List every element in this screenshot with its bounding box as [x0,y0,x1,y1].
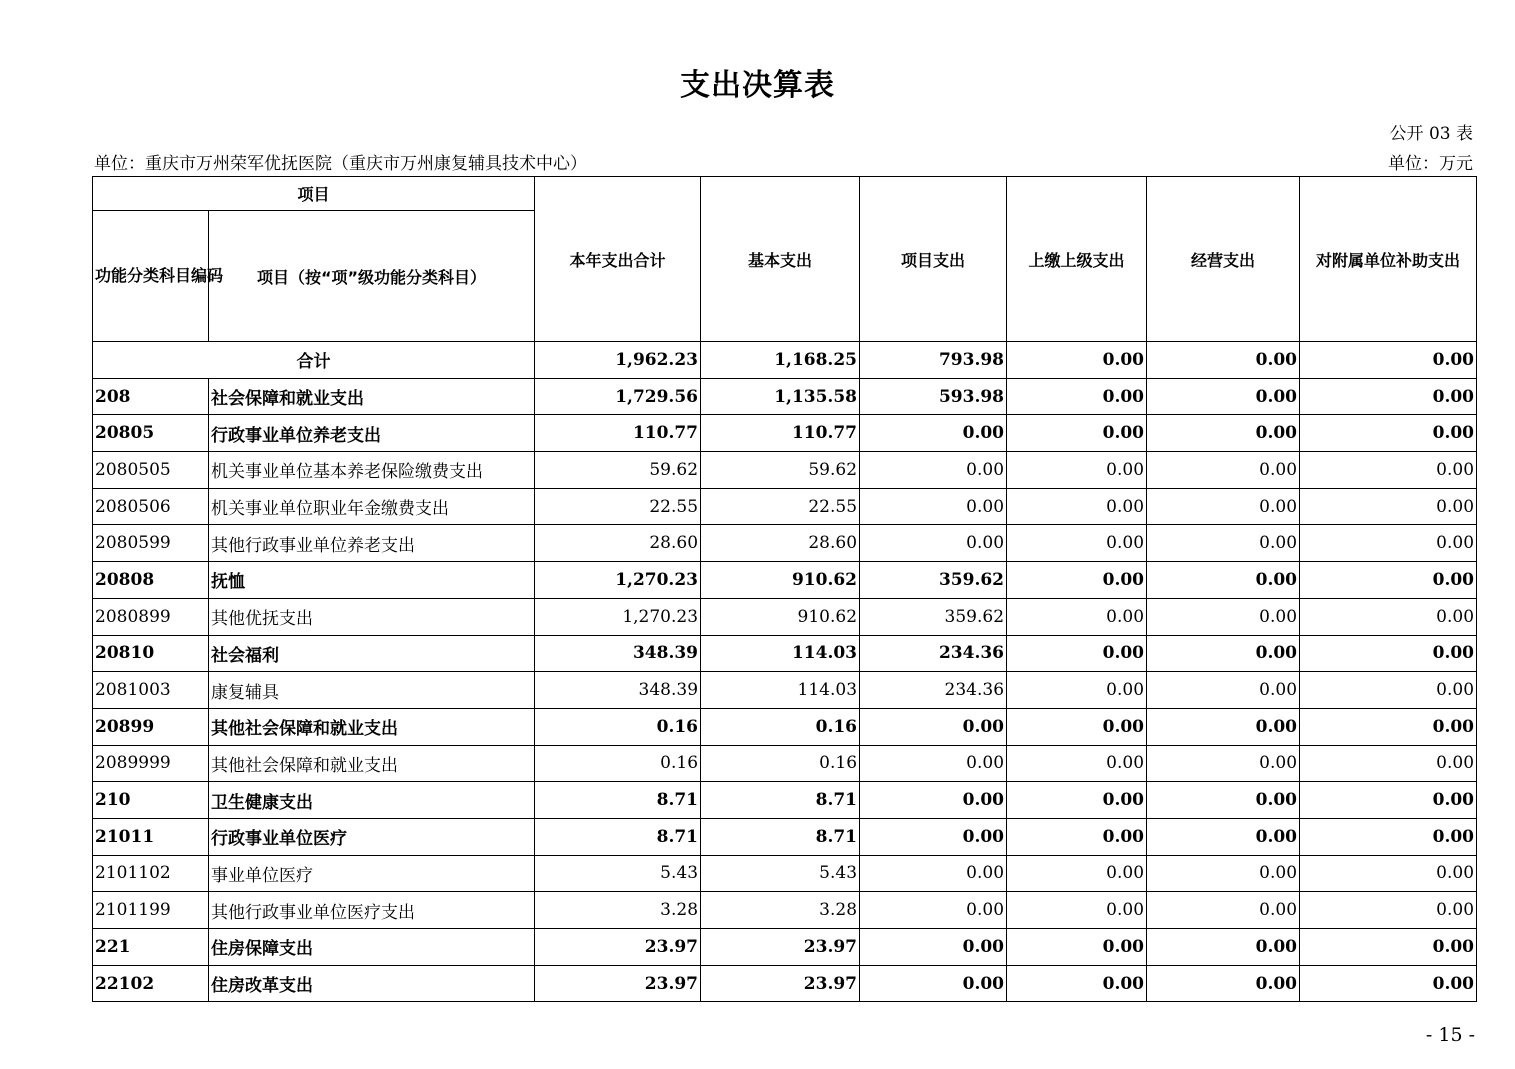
table-row [93,635,1477,672]
total-value: 0.00 [1147,342,1300,379]
form-number: 公开 03 表 [1389,124,1473,144]
amount-cell: 0.00 [1300,782,1477,819]
currency-unit: 单位：万元 [1388,154,1473,174]
table-row [93,929,1477,966]
amount-cell: 0.00 [860,525,1007,562]
amount-cell: 0.00 [860,415,1007,452]
amount-cell: 0.00 [1147,562,1300,599]
amount-cell: 0.00 [1147,598,1300,635]
function-code: 2080505 [93,452,209,489]
header-code: 功能分类科目编码 [93,211,209,342]
amount-cell: 0.00 [860,818,1007,855]
table-row [93,378,1477,415]
amount-cell: 0.00 [1147,635,1300,672]
amount-cell: 8.71 [701,782,860,819]
amount-cell: 0.00 [1007,782,1147,819]
item-name: 住房改革支出 [209,965,535,1002]
table-row [93,708,1477,745]
table-row [93,782,1477,819]
amount-cell: 28.60 [701,525,860,562]
expenditure-table [92,176,1477,1002]
function-code: 2101102 [93,855,209,892]
amount-cell: 0.00 [860,892,1007,929]
header-superior: 上缴上级支出 [1007,177,1147,342]
amount-cell: 0.00 [1300,965,1477,1002]
table-row [93,525,1477,562]
amount-cell: 0.00 [1147,855,1300,892]
amount-cell: 0.00 [1300,708,1477,745]
amount-cell: 0.00 [1007,635,1147,672]
amount-cell: 3.28 [535,892,701,929]
function-code: 2080506 [93,488,209,525]
table-row [93,818,1477,855]
amount-cell: 0.00 [1147,965,1300,1002]
item-name: 抚恤 [209,562,535,599]
total-value: 0.00 [1007,342,1147,379]
amount-cell: 110.77 [535,415,701,452]
table-row [93,562,1477,599]
amount-cell: 0.00 [1300,415,1477,452]
amount-cell: 0.00 [860,745,1007,782]
function-code: 2089999 [93,745,209,782]
item-name: 行政事业单位医疗 [209,818,535,855]
function-code: 2080599 [93,525,209,562]
amount-cell: 114.03 [701,635,860,672]
header-name: 项目（按“项”级功能分类科目） [209,211,535,342]
amount-cell: 0.00 [1147,378,1300,415]
total-value: 1,962.23 [535,342,701,379]
function-code: 20808 [93,562,209,599]
table-row [93,892,1477,929]
amount-cell: 5.43 [535,855,701,892]
function-code: 2101199 [93,892,209,929]
table-row [93,965,1477,1002]
amount-cell: 0.00 [1300,525,1477,562]
amount-cell: 1,729.56 [535,378,701,415]
header-basic: 基本支出 [701,177,860,342]
amount-cell: 0.00 [1147,452,1300,489]
total-row [93,342,1477,379]
amount-cell: 0.00 [1300,598,1477,635]
page-title: 支出决算表 [680,68,835,103]
total-value: 1,168.25 [701,342,860,379]
amount-cell: 0.00 [1007,378,1147,415]
amount-cell: 593.98 [860,378,1007,415]
item-name: 机关事业单位基本养老保险缴费支出 [209,452,535,489]
item-name: 其他社会保障和就业支出 [209,708,535,745]
amount-cell: 0.00 [1147,892,1300,929]
amount-cell: 0.00 [1007,452,1147,489]
amount-cell: 910.62 [701,598,860,635]
amount-cell: 0.00 [1007,415,1147,452]
amount-cell: 0.00 [1007,525,1147,562]
amount-cell: 0.00 [860,965,1007,1002]
amount-cell: 0.00 [1147,745,1300,782]
amount-cell: 0.00 [1147,782,1300,819]
amount-cell: 0.00 [1300,672,1477,709]
amount-cell: 0.00 [1007,965,1147,1002]
item-name: 社会保障和就业支出 [209,378,535,415]
amount-cell: 22.55 [535,488,701,525]
amount-cell: 234.36 [860,635,1007,672]
table-row [93,598,1477,635]
amount-cell: 348.39 [535,672,701,709]
amount-cell: 910.62 [701,562,860,599]
amount-cell: 0.00 [860,929,1007,966]
amount-cell: 0.00 [1300,818,1477,855]
amount-cell: 0.00 [1007,855,1147,892]
function-code: 21011 [93,818,209,855]
amount-cell: 28.60 [535,525,701,562]
amount-cell: 59.62 [535,452,701,489]
function-code: 208 [93,378,209,415]
amount-cell: 8.71 [535,818,701,855]
amount-cell: 114.03 [701,672,860,709]
header-business: 经营支出 [1147,177,1300,342]
amount-cell: 0.00 [1147,488,1300,525]
page-number: - 15 - [1425,1024,1475,1046]
amount-cell: 110.77 [701,415,860,452]
amount-cell: 0.16 [701,708,860,745]
amount-cell: 0.00 [1147,929,1300,966]
table-row [93,745,1477,782]
amount-cell: 23.97 [701,965,860,1002]
function-code: 20899 [93,708,209,745]
header-project: 项目支出 [860,177,1007,342]
total-label: 合计 [93,342,535,379]
amount-cell: 59.62 [701,452,860,489]
amount-cell: 0.00 [1147,525,1300,562]
amount-cell: 0.00 [1007,672,1147,709]
total-value: 793.98 [860,342,1007,379]
table-row [93,452,1477,489]
amount-cell: 23.97 [535,929,701,966]
amount-cell: 8.71 [535,782,701,819]
item-name: 住房保障支出 [209,929,535,966]
item-name: 卫生健康支出 [209,782,535,819]
organization-unit: 单位：重庆市万州荣军优抚医院（重庆市万州康复辅具技术中心） [94,154,587,174]
function-code: 22102 [93,965,209,1002]
total-value: 0.00 [1300,342,1477,379]
table-row [93,415,1477,452]
amount-cell: 1,270.23 [535,598,701,635]
amount-cell: 0.00 [1300,488,1477,525]
function-code: 210 [93,782,209,819]
amount-cell: 5.43 [701,855,860,892]
function-code: 20810 [93,635,209,672]
amount-cell: 0.00 [1147,708,1300,745]
header-total: 本年支出合计 [535,177,701,342]
amount-cell: 0.00 [860,488,1007,525]
amount-cell: 0.00 [1007,745,1147,782]
amount-cell: 22.55 [701,488,860,525]
amount-cell: 0.00 [1147,672,1300,709]
amount-cell: 0.00 [1147,818,1300,855]
amount-cell: 3.28 [701,892,860,929]
amount-cell: 0.00 [860,452,1007,489]
amount-cell: 0.00 [1300,378,1477,415]
amount-cell: 1,135.58 [701,378,860,415]
amount-cell: 0.00 [1300,562,1477,599]
amount-cell: 0.00 [1147,415,1300,452]
amount-cell: 1,270.23 [535,562,701,599]
amount-cell: 23.97 [701,929,860,966]
amount-cell: 0.00 [1007,929,1147,966]
amount-cell: 0.00 [1007,562,1147,599]
function-code: 2081003 [93,672,209,709]
amount-cell: 23.97 [535,965,701,1002]
amount-cell: 0.16 [535,745,701,782]
amount-cell: 0.00 [1007,598,1147,635]
amount-cell: 0.00 [1007,818,1147,855]
header-subsidiary: 对附属单位补助支出 [1300,177,1477,342]
table-row [93,488,1477,525]
amount-cell: 0.00 [1300,892,1477,929]
item-name: 其他社会保障和就业支出 [209,745,535,782]
table-row [93,855,1477,892]
header-item: 项目 [93,177,535,211]
item-name: 其他优抚支出 [209,598,535,635]
item-name: 其他行政事业单位养老支出 [209,525,535,562]
function-code: 221 [93,929,209,966]
header-row-1 [93,177,1477,211]
amount-cell: 0.00 [1007,892,1147,929]
amount-cell: 348.39 [535,635,701,672]
item-name: 其他行政事业单位医疗支出 [209,892,535,929]
item-name: 康复辅具 [209,672,535,709]
amount-cell: 0.00 [1300,745,1477,782]
amount-cell: 0.00 [860,708,1007,745]
amount-cell: 0.16 [701,745,860,782]
amount-cell: 0.16 [535,708,701,745]
amount-cell: 0.00 [860,855,1007,892]
amount-cell: 0.00 [1300,855,1477,892]
item-name: 行政事业单位养老支出 [209,415,535,452]
amount-cell: 0.00 [860,782,1007,819]
amount-cell: 359.62 [860,562,1007,599]
item-name: 事业单位医疗 [209,855,535,892]
item-name: 社会福利 [209,635,535,672]
amount-cell: 0.00 [1007,708,1147,745]
table-row [93,672,1477,709]
function-code: 2080899 [93,598,209,635]
function-code: 20805 [93,415,209,452]
amount-cell: 0.00 [1300,929,1477,966]
amount-cell: 0.00 [1300,635,1477,672]
amount-cell: 359.62 [860,598,1007,635]
item-name: 机关事业单位职业年金缴费支出 [209,488,535,525]
amount-cell: 234.36 [860,672,1007,709]
amount-cell: 8.71 [701,818,860,855]
amount-cell: 0.00 [1300,452,1477,489]
amount-cell: 0.00 [1007,488,1147,525]
